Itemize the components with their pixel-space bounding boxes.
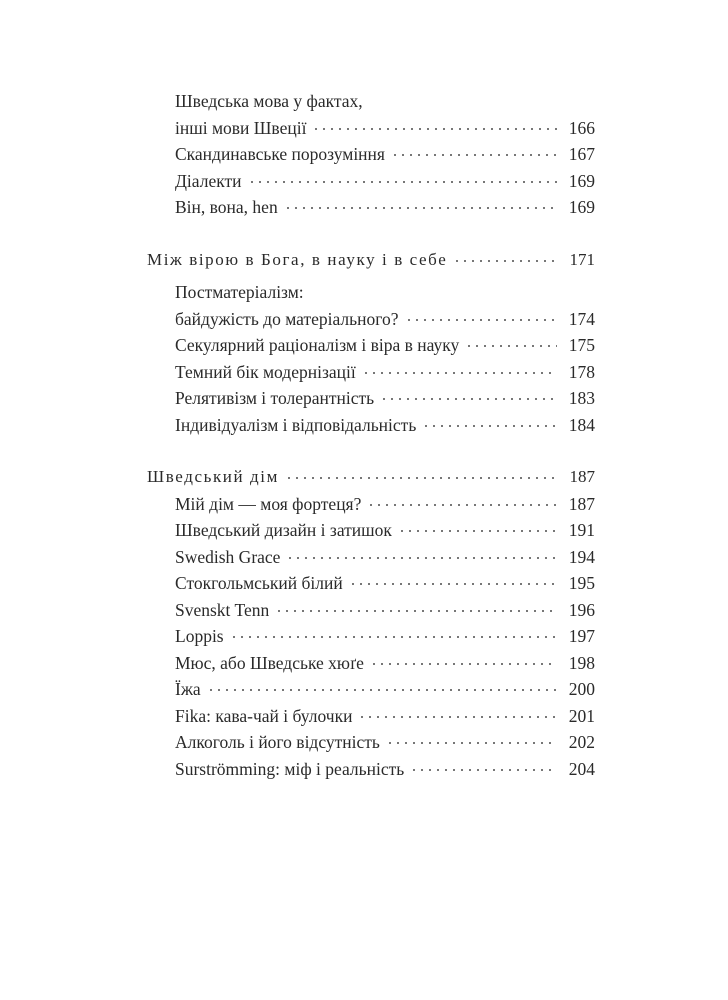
toc-entry-title: Loppis xyxy=(175,626,224,646)
toc-entry xyxy=(147,650,595,677)
toc-entry xyxy=(147,756,595,783)
toc-entry-title: Шведська мова у фактах, xyxy=(175,91,363,111)
toc-entry-title: Swedish Grace xyxy=(175,546,281,567)
toc-entry xyxy=(147,385,595,412)
toc-entry-title: Svenskt Tenn xyxy=(175,599,270,620)
toc-entry xyxy=(147,115,595,142)
dot-leader xyxy=(386,742,557,744)
toc-entry xyxy=(147,703,595,730)
toc-page-number: 183 xyxy=(568,388,595,408)
toc-page-number: 194 xyxy=(568,546,595,567)
toc-chapter-title: Шведський дім xyxy=(147,467,279,486)
toc-page-number: 200 xyxy=(568,679,595,699)
toc-entry xyxy=(147,332,595,359)
dot-leader xyxy=(285,477,557,479)
toc-page-number: 171 xyxy=(569,249,595,269)
toc-entry-title: Алкоголь і його відсутність xyxy=(175,732,380,752)
toc-entry-title: Мій дім — моя фортеця? xyxy=(175,493,362,514)
dot-leader xyxy=(465,345,557,347)
dot-leader xyxy=(358,716,557,718)
toc-entry xyxy=(147,623,595,650)
toc-entry xyxy=(147,570,595,597)
toc-entry xyxy=(147,491,595,518)
toc-entry-title: Шведський дизайн і затишок xyxy=(175,520,392,540)
toc-entry-title: Релятивізм і толерантність xyxy=(175,388,375,408)
toc-page-number: 174 xyxy=(568,308,595,329)
toc-entry xyxy=(147,359,595,386)
toc-entry-title: Він, вона, hen xyxy=(175,197,278,217)
toc-chapter-heading xyxy=(147,464,595,491)
toc-page-number: 187 xyxy=(568,493,595,514)
toc-entry-title: Мюс, або Шведське хюґе xyxy=(175,652,364,673)
toc-entry xyxy=(147,544,595,571)
toc-entry xyxy=(147,517,595,544)
dot-leader xyxy=(362,372,557,374)
toc-page-number: 187 xyxy=(569,467,595,486)
toc-entry-title: Fika: кава-чай і булочки xyxy=(175,705,353,726)
dot-leader xyxy=(380,398,557,400)
toc-entry-title: Скандинавське порозуміння xyxy=(175,144,385,164)
toc-page-number: 196 xyxy=(568,599,595,620)
dot-leader xyxy=(453,260,557,262)
dot-leader xyxy=(312,128,557,130)
toc-page-number: 169 xyxy=(568,197,595,217)
toc-entry xyxy=(147,88,595,115)
toc-entry-title: Постматеріалізм: xyxy=(175,282,304,302)
toc-entry xyxy=(147,168,595,195)
toc-entry xyxy=(147,306,595,333)
table-of-contents xyxy=(147,88,595,782)
toc-entry-title: Індивідуалізм і відповідальність xyxy=(175,414,417,435)
toc-page-number: 198 xyxy=(568,652,595,673)
toc-entry-title: Surströmming: міф і реальність xyxy=(175,758,405,779)
dot-leader xyxy=(422,425,557,427)
dot-leader xyxy=(391,154,557,156)
toc-page-number: 191 xyxy=(568,520,595,540)
dot-leader xyxy=(349,583,557,585)
toc-entry xyxy=(147,412,595,439)
toc-entry-title: байдужість до матеріального? xyxy=(175,308,399,329)
toc-page-number: 178 xyxy=(568,361,595,382)
dot-leader xyxy=(230,636,557,638)
toc-page-number: 197 xyxy=(568,626,595,646)
toc-page-number: 169 xyxy=(568,170,595,191)
toc-entry-title: Їжа xyxy=(175,679,201,699)
toc-entry-title: Стокгольмський білий xyxy=(175,573,343,593)
toc-entry-title: інші мови Швеції xyxy=(175,117,307,138)
toc-page-number: 195 xyxy=(568,573,595,593)
toc-entry xyxy=(147,676,595,703)
dot-leader xyxy=(398,530,557,532)
toc-page-number: 202 xyxy=(568,732,595,752)
dot-leader xyxy=(248,181,557,183)
dot-leader xyxy=(370,663,557,665)
toc-entry xyxy=(147,194,595,221)
toc-page-number: 184 xyxy=(568,414,595,435)
toc-chapter-heading xyxy=(147,247,595,274)
toc-page-number: 204 xyxy=(568,758,595,779)
toc-chapter-title: Між вірою в Бога, в науку і в себе xyxy=(147,249,448,269)
dot-leader xyxy=(284,207,557,209)
dot-leader xyxy=(405,319,557,321)
dot-leader xyxy=(367,504,557,506)
toc-page-number: 167 xyxy=(568,144,595,164)
toc-page-number: 175 xyxy=(568,335,595,355)
dot-leader xyxy=(286,557,557,559)
dot-leader xyxy=(410,769,557,771)
toc-entry xyxy=(147,141,595,168)
toc-page-number: 166 xyxy=(568,117,595,138)
toc-entry-title: Темний бік модернізації xyxy=(175,361,356,382)
dot-leader xyxy=(207,689,557,691)
toc-entry-title: Секулярний раціоналізм і віра в науку xyxy=(175,335,460,355)
toc-entry xyxy=(147,597,595,624)
toc-entry xyxy=(147,279,595,306)
toc-page-number: 201 xyxy=(568,705,595,726)
toc-entry xyxy=(147,729,595,756)
toc-entry-title: Діалекти xyxy=(175,170,242,191)
dot-leader xyxy=(275,610,557,612)
